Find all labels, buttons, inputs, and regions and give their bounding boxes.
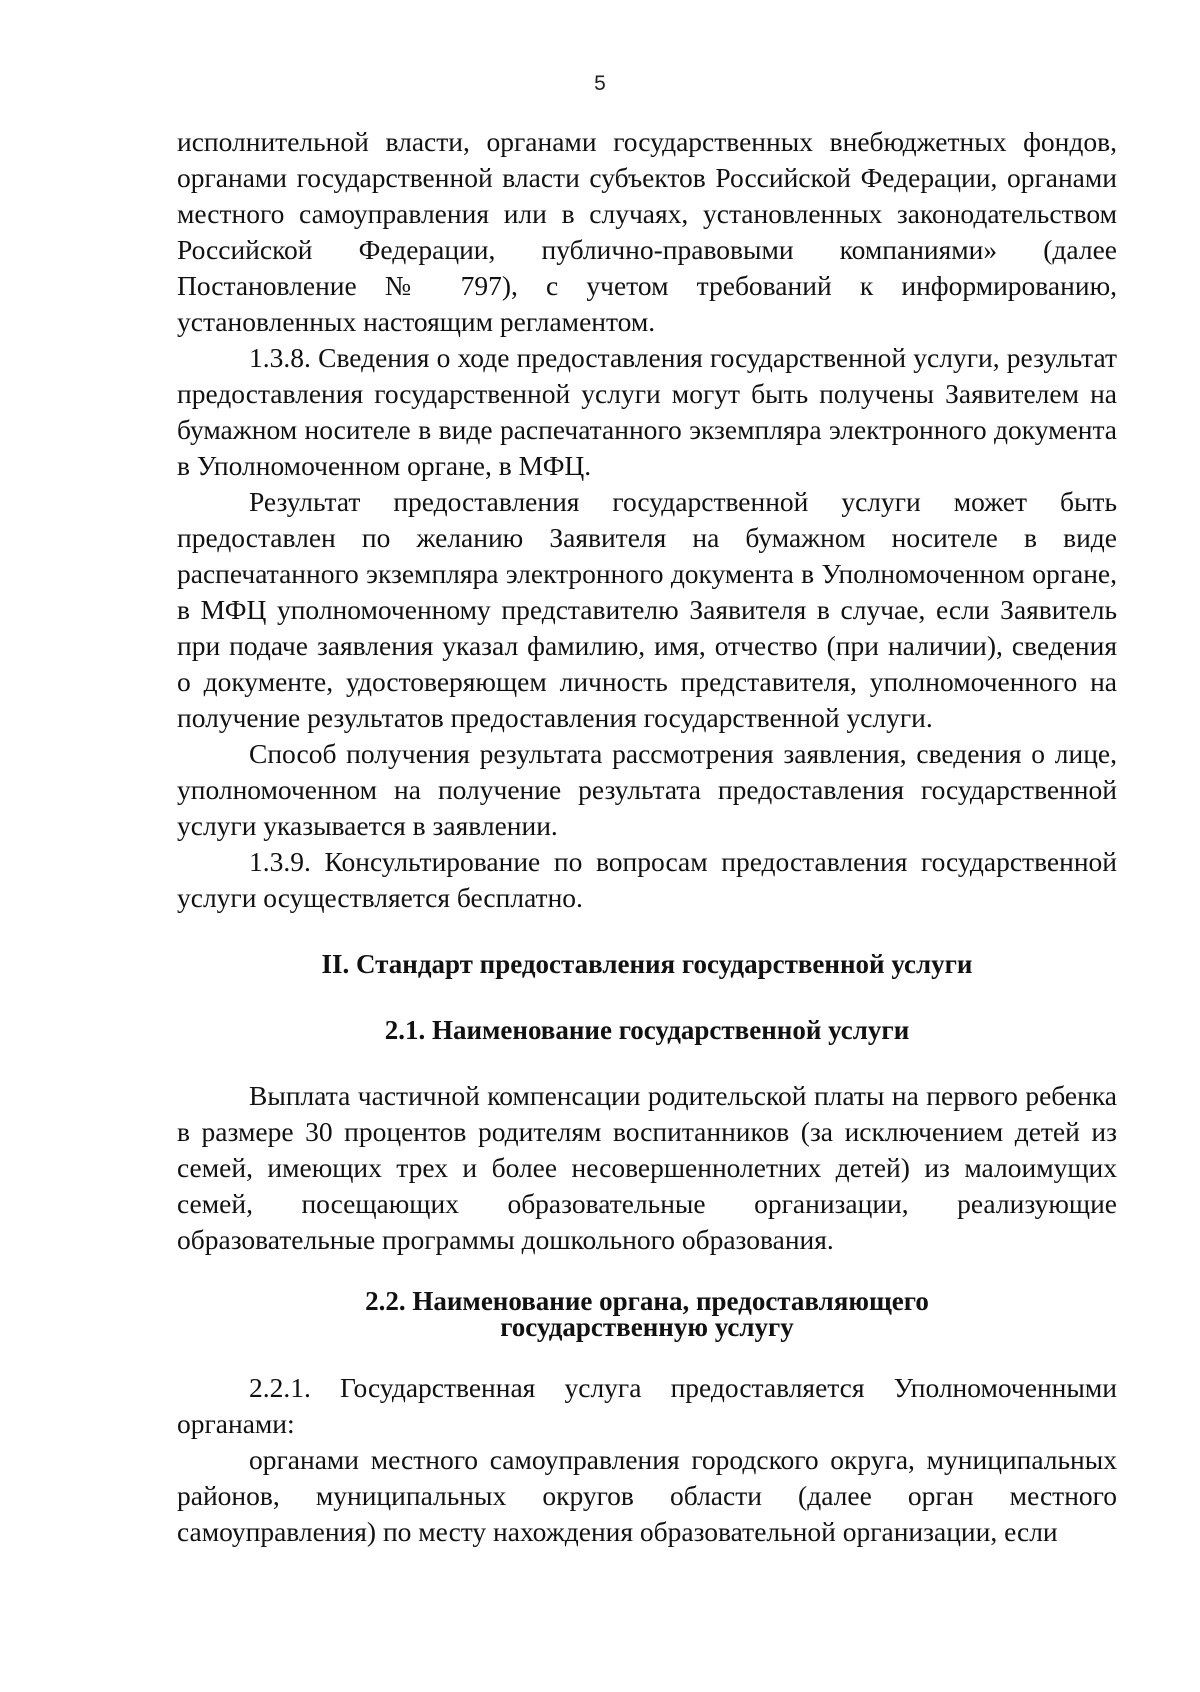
subsection-heading-2-2-line1: 2.2. Наименование органа, предоставляющего	[365, 1286, 929, 1316]
section-heading-standard: II. Стандарт предоставления государственной услуги	[321, 949, 973, 979]
paragraph-result-provision: Результат предоставления государственной услуги может быть предоставлен по желанию Заявителя на бумажном носителе в виде распечатанного экземпляра электронного документа в Уполномоченном органе, в МФЦ уполномоченному представителю Заявителя в случае, если Заявитель при подаче заявления указал фамилию, имя, отчество (при наличии), сведения о документе, удостоверяющем личность представителя, уполномоченного на получение результатов предоставления государственной услуги.	[177, 486, 1117, 733]
paragraph-continuation: исполнительной власти, органами государственных внебюджетных фондов, органами государственной власти субъектов Российской Федерации, органами местного самоуправления или в случаях, установленных законодательством Российской Федерации, публично-правовыми компаниями» (далее Постановление № 797), с учетом требований к информированию, установленных настоящим регламентом.	[177, 126, 1117, 337]
paragraph-2-2-1: 2.2.1. Государственная услуга предоставляется Уполномоченными органами:	[177, 1372, 1117, 1439]
paragraph-result-method: Способ получения результата рассмотрения заявления, сведения о лице, уполномоченном на получение результата предоставления государственной услуги указывается в заявлении.	[177, 738, 1117, 841]
page-number: 5	[594, 72, 606, 95]
paragraph-local-authorities: органами местного самоуправления городского округа, муниципальных районов, муниципальных округов области (далее орган местного самоуправления) по месту нахождения образовательной организации, если	[177, 1444, 1117, 1547]
paragraph-1-3-8: 1.3.8. Сведения о ходе предоставления государственной услуги, результат предоставления государственной услуги могут быть получены Заявителем на бумажном носителе в виде распечатанного экземпляра электронного документа в Уполномоченном органе, в МФЦ.	[177, 342, 1117, 481]
paragraph-service-name: Выплата частичной компенсации родительской платы на первого ребенка в размере 30 процентов родителям воспитанников (за исключением детей из семей, имеющих трех и более несовершеннолетних детей) из малоимущих семей, посещающих образовательные организации, реализующие образовательные программы дошкольного образования.	[177, 1080, 1117, 1255]
subsection-heading-2-2	[177, 1288, 1117, 1340]
subsection-heading-2-1: 2.1. Наименование государственной услуги	[384, 1015, 910, 1045]
document-body	[177, 124, 1117, 1550]
subsection-heading-2-2-line2: государственную услугу	[500, 1312, 794, 1342]
paragraph-1-3-9: 1.3.9. Консультирование по вопросам предоставления государственной услуги осуществляется бесплатно.	[177, 846, 1117, 913]
